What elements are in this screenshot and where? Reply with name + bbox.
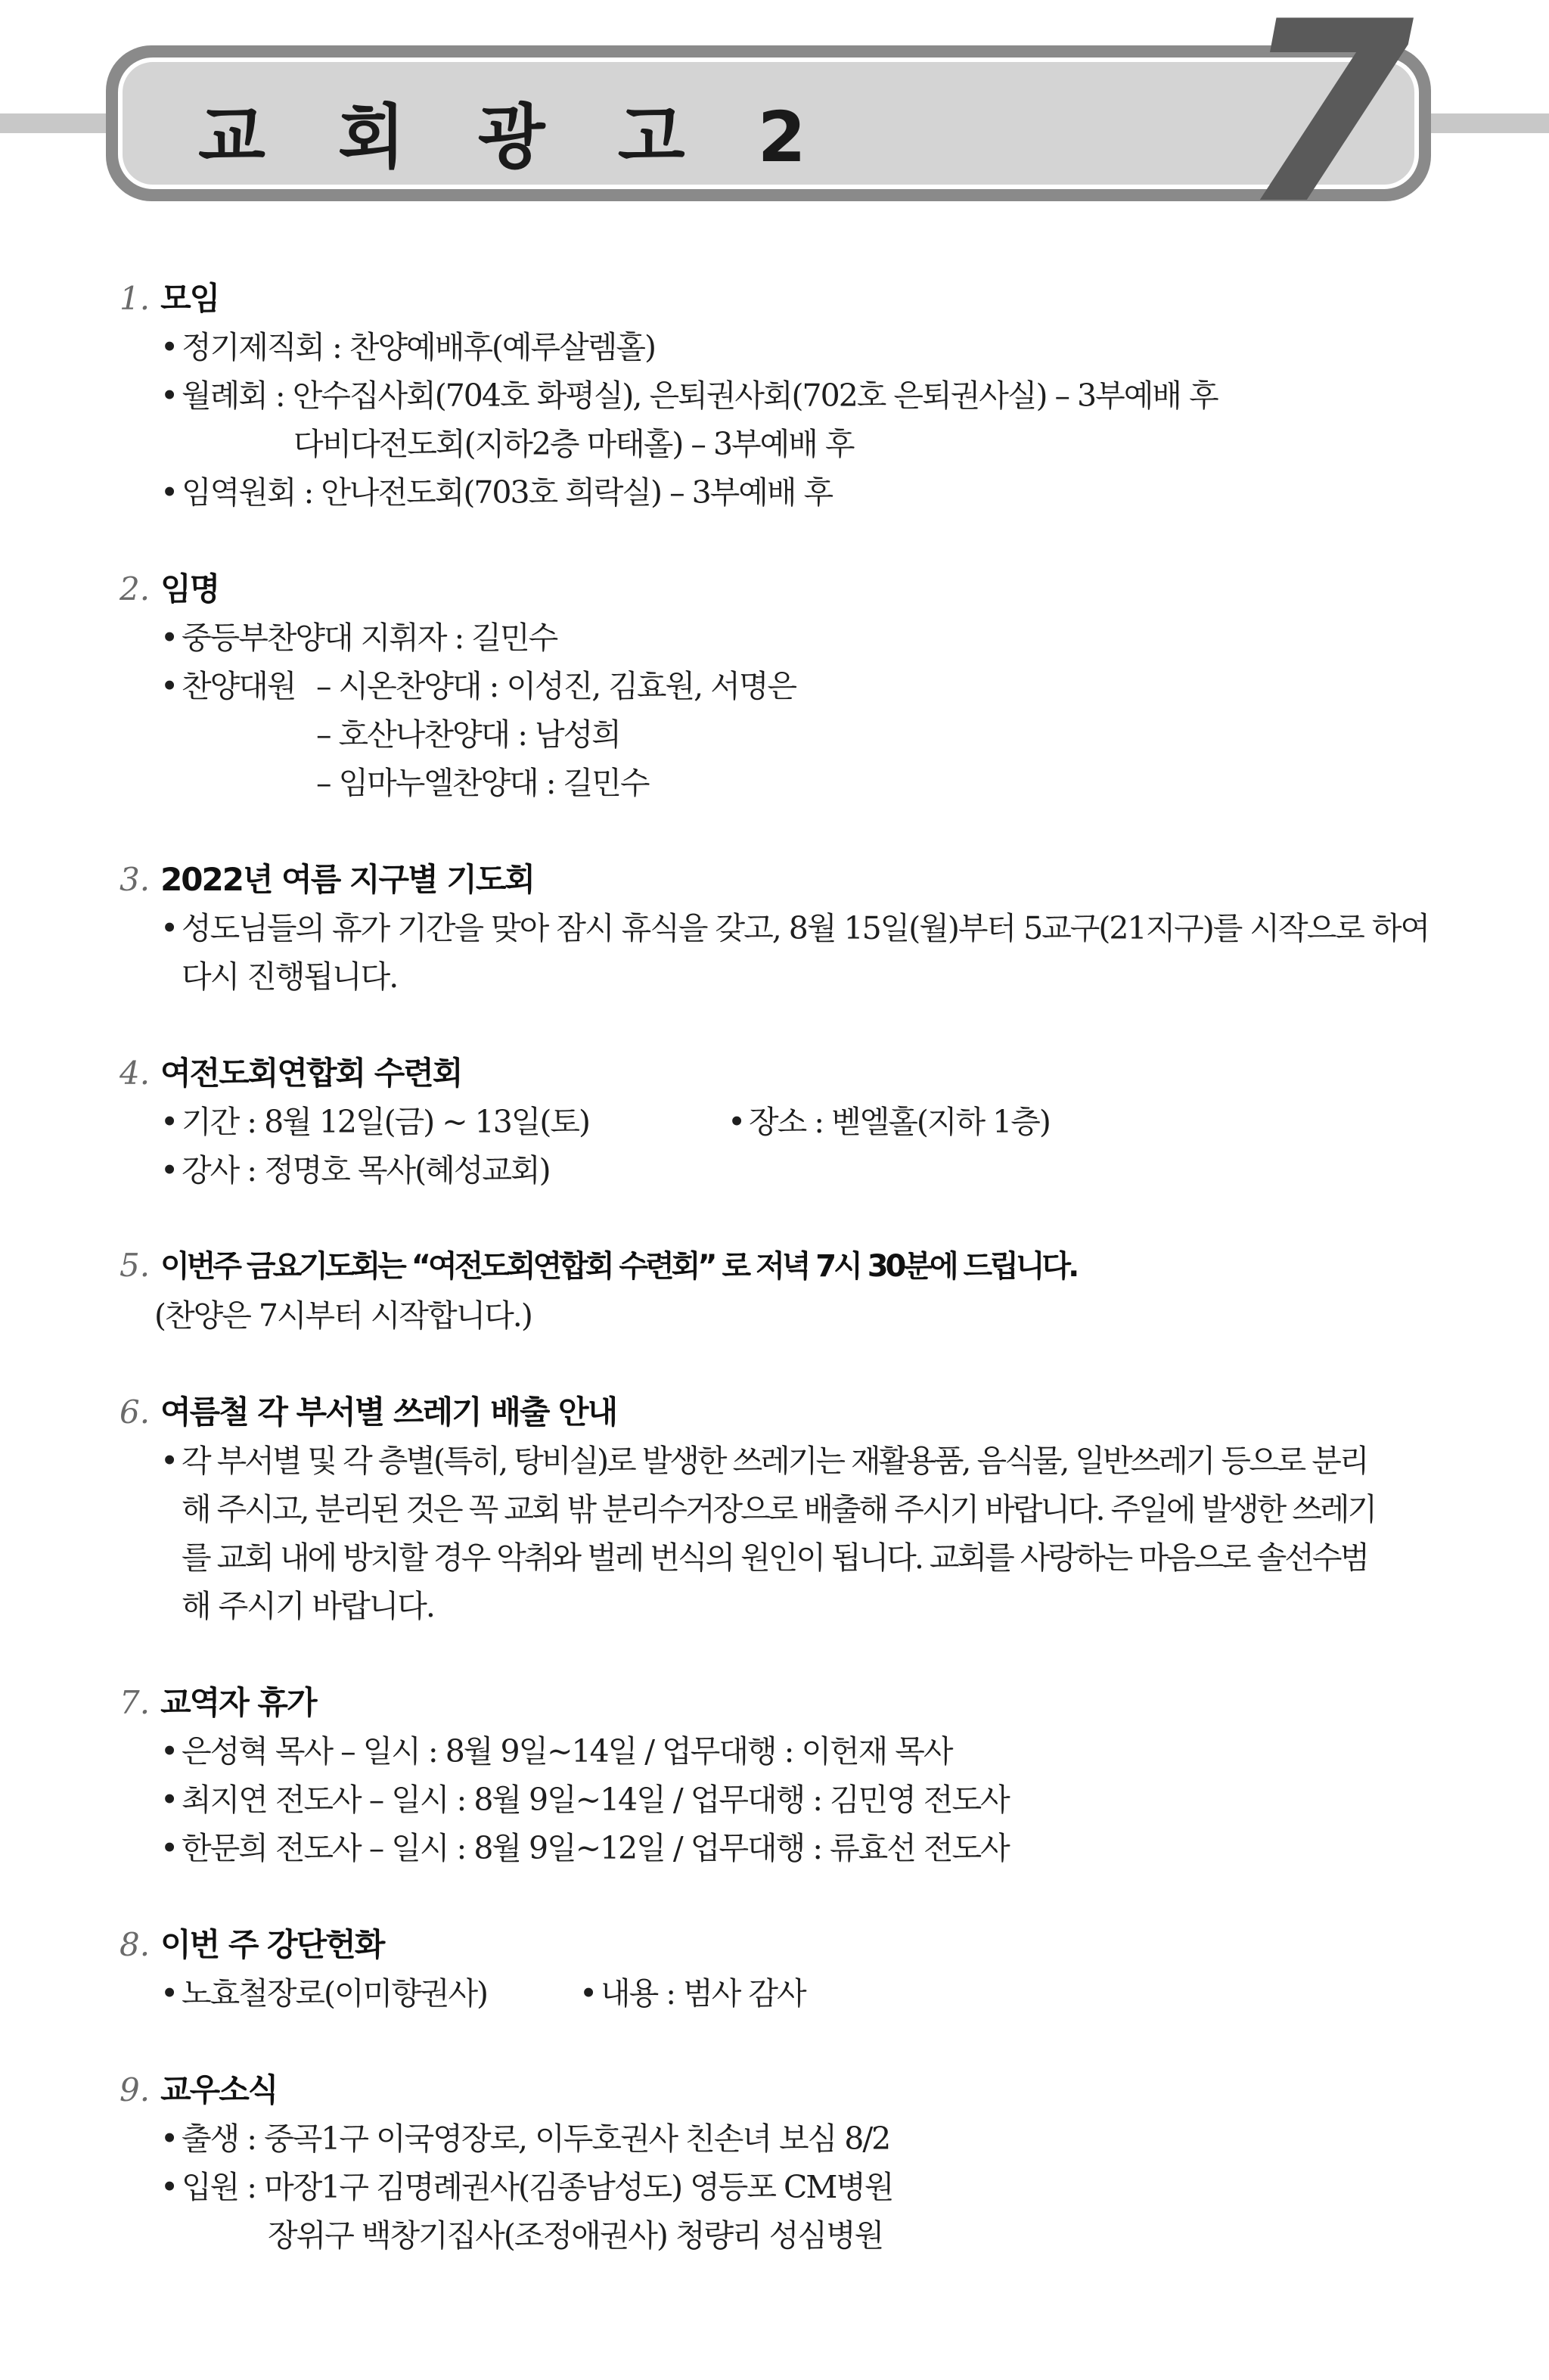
list-item-continuation: 다시 진행됩니다.	[182, 959, 398, 995]
list-item	[160, 1726, 952, 1771]
list-item-continuation: 해 주시고, 분리된 것은 꼭 교회 밖 분리수거장으로 배출해 주시기 바랍니다. 주일에 발생한 쓰레기	[182, 1491, 1376, 1527]
list-item-text: 최지연 전도사 – 일시 : 8월 9일~14일 / 업무대행 : 김민영 전도사	[182, 1782, 1009, 1818]
choir-member-line: – 시온찬양대 : 이성진, 김효원, 서명은	[316, 668, 796, 704]
list-item	[160, 2114, 889, 2158]
section-number: 1.	[120, 280, 151, 317]
section-title: 여름철 각 부서별 쓰레기 배출 안내	[160, 1394, 617, 1431]
section-heading	[120, 274, 219, 319]
list-item-text: 장소 : 벧엘홀(지하 1층)	[749, 1104, 1050, 1140]
list-item-text: 중등부찬양대 지휘자 : 길민수	[182, 620, 557, 656]
list-item	[160, 2162, 893, 2207]
bullet: •	[160, 2169, 178, 2205]
section-number: 6.	[120, 1394, 151, 1431]
section-title: 여전도회연합회 수련회	[160, 1055, 462, 1092]
list-item	[160, 371, 1218, 415]
bullet: •	[728, 1104, 745, 1140]
section-title: 교우소식	[160, 2071, 278, 2108]
section-heading	[120, 855, 534, 900]
section-number: 9.	[120, 2071, 151, 2108]
choir-member-line: – 임마누엘찬양대 : 길민수	[316, 765, 649, 801]
section-heading	[120, 1678, 316, 1723]
list-item-text: 은성혁 목사 – 일시 : 8월 9일~14일 / 업무대행 : 이헌재 목사	[182, 1733, 952, 1769]
list-item	[160, 468, 832, 512]
section-heading	[120, 1049, 461, 1094]
list-item-continuation: 장위구 백창기집사(조정애권사) 청량리 성심병원	[268, 2217, 883, 2254]
list-item-text: 찬양대원	[182, 668, 296, 704]
list-item-text: 내용 : 범사 감사	[601, 1975, 806, 2012]
list-item-text: 강사 : 정명호 목사(혜성교회)	[182, 1152, 550, 1188]
section-heading	[120, 1387, 616, 1433]
bullet: •	[160, 1782, 178, 1818]
list-item	[160, 1775, 1009, 1819]
page-title: 교 회 광 고 2	[198, 97, 830, 178]
bullet: •	[160, 2121, 178, 2157]
section-title: 교역자 휴가	[160, 1684, 316, 1721]
list-item	[160, 1097, 589, 1142]
bullet: •	[160, 378, 178, 414]
section-title: 모임	[160, 280, 219, 317]
header-banner	[106, 45, 1431, 201]
bullet: •	[160, 620, 178, 656]
section-number: 2.	[120, 570, 151, 607]
bullet: •	[160, 1443, 177, 1479]
bullet: •	[160, 668, 178, 704]
section-number: 4.	[120, 1055, 151, 1092]
list-item	[160, 1823, 1009, 1868]
list-item-text: 기간 : 8월 12일(금) ~ 13일(토)	[182, 1104, 589, 1140]
section-note: (찬양은 7시부터 시작합니다.)	[154, 1297, 532, 1334]
list-item	[160, 1436, 1367, 1481]
list-item	[160, 903, 1429, 948]
section-title: 2022년 여름 지구별 기도회	[160, 861, 534, 898]
bullet: •	[160, 1733, 178, 1769]
list-item-continuation: 해 주시기 바랍니다.	[182, 1588, 434, 1624]
list-item-text: 각 부서별 및 각 층별(특히, 탕비실)로 발생한 쓰레기는 재활용품, 음식물, 일반쓰레기 등으로 분리	[182, 1443, 1367, 1479]
bullet: •	[160, 1830, 178, 1866]
section-number: 3.	[120, 861, 151, 898]
list-item	[579, 1968, 806, 2013]
section-title: 이번 주 강단헌화	[160, 1926, 384, 1963]
section-title: 이번주 금요기도회는 “여전도회연합회 수련회” 로 저녁 7시 30분에 드립니다.	[160, 1249, 1077, 1284]
header-side-bar-left	[0, 113, 121, 133]
header-banner-inner	[118, 57, 1419, 189]
list-item	[160, 322, 655, 367]
bullet: •	[579, 1975, 597, 2012]
list-item-continuation: 다비다전도회(지하2층 마태홀) – 3부예배 후	[293, 426, 854, 462]
bullet: •	[160, 910, 178, 946]
list-item-text: 노효철장로(이미향권사)	[182, 1975, 488, 2012]
section-number: 5.	[120, 1247, 151, 1284]
list-item-text: 임역원회 : 안나전도회(703호 희락실) – 3부예배 후	[182, 474, 833, 511]
section-heading	[120, 564, 219, 610]
bullet: •	[160, 329, 178, 365]
list-item	[160, 1145, 550, 1190]
section-heading	[120, 1242, 1076, 1285]
section-title: 임명	[160, 570, 219, 607]
list-item-text: 월례회 : 안수집사회(704호 화평실), 은퇴권사회(702호 은퇴권사실) – 3부예배 후	[182, 378, 1218, 414]
list-item	[160, 661, 295, 706]
list-item-text: 정기제직회 : 찬양예배후(예루살렘홀)	[182, 329, 655, 365]
header-side-bar-right	[1429, 113, 1549, 133]
list-item-text: 출생 : 중곡1구 이국영장로, 이두호권사 친손녀 보심 8/2	[182, 2121, 890, 2157]
bullet: •	[160, 1152, 178, 1188]
section-heading	[120, 2065, 277, 2111]
choir-member-line: – 호산나찬양대 : 남성희	[316, 716, 620, 753]
list-item-text: 한문희 전도사 – 일시 : 8월 9일~12일 / 업무대행 : 류효선 전도사	[182, 1830, 1009, 1866]
section-number: 7.	[120, 1684, 151, 1721]
bullet: •	[160, 474, 178, 511]
section-heading	[120, 1920, 383, 1965]
list-item-continuation: 를 교회 내에 방치할 경우 악취와 벌레 번식의 원인이 됩니다. 교회를 사랑하는 마음으로 솔선수범	[182, 1540, 1368, 1576]
section-number: 8.	[120, 1926, 151, 1963]
bullet: •	[160, 1975, 178, 2012]
list-item	[160, 1968, 487, 2013]
bullet: •	[160, 1104, 178, 1140]
list-item-text: 성도님들의 휴가 기간을 맞아 잠시 휴식을 갖고, 8월 15일(월)부터 5교구(21지구)를 시작으로 하여	[182, 910, 1429, 946]
list-item-text: 입원 : 마장1구 김명례권사(김종남성도) 영등포 CM병원	[182, 2169, 893, 2205]
list-item	[728, 1097, 1050, 1142]
list-item	[160, 613, 557, 657]
page-number: 7	[1240, 0, 1407, 259]
